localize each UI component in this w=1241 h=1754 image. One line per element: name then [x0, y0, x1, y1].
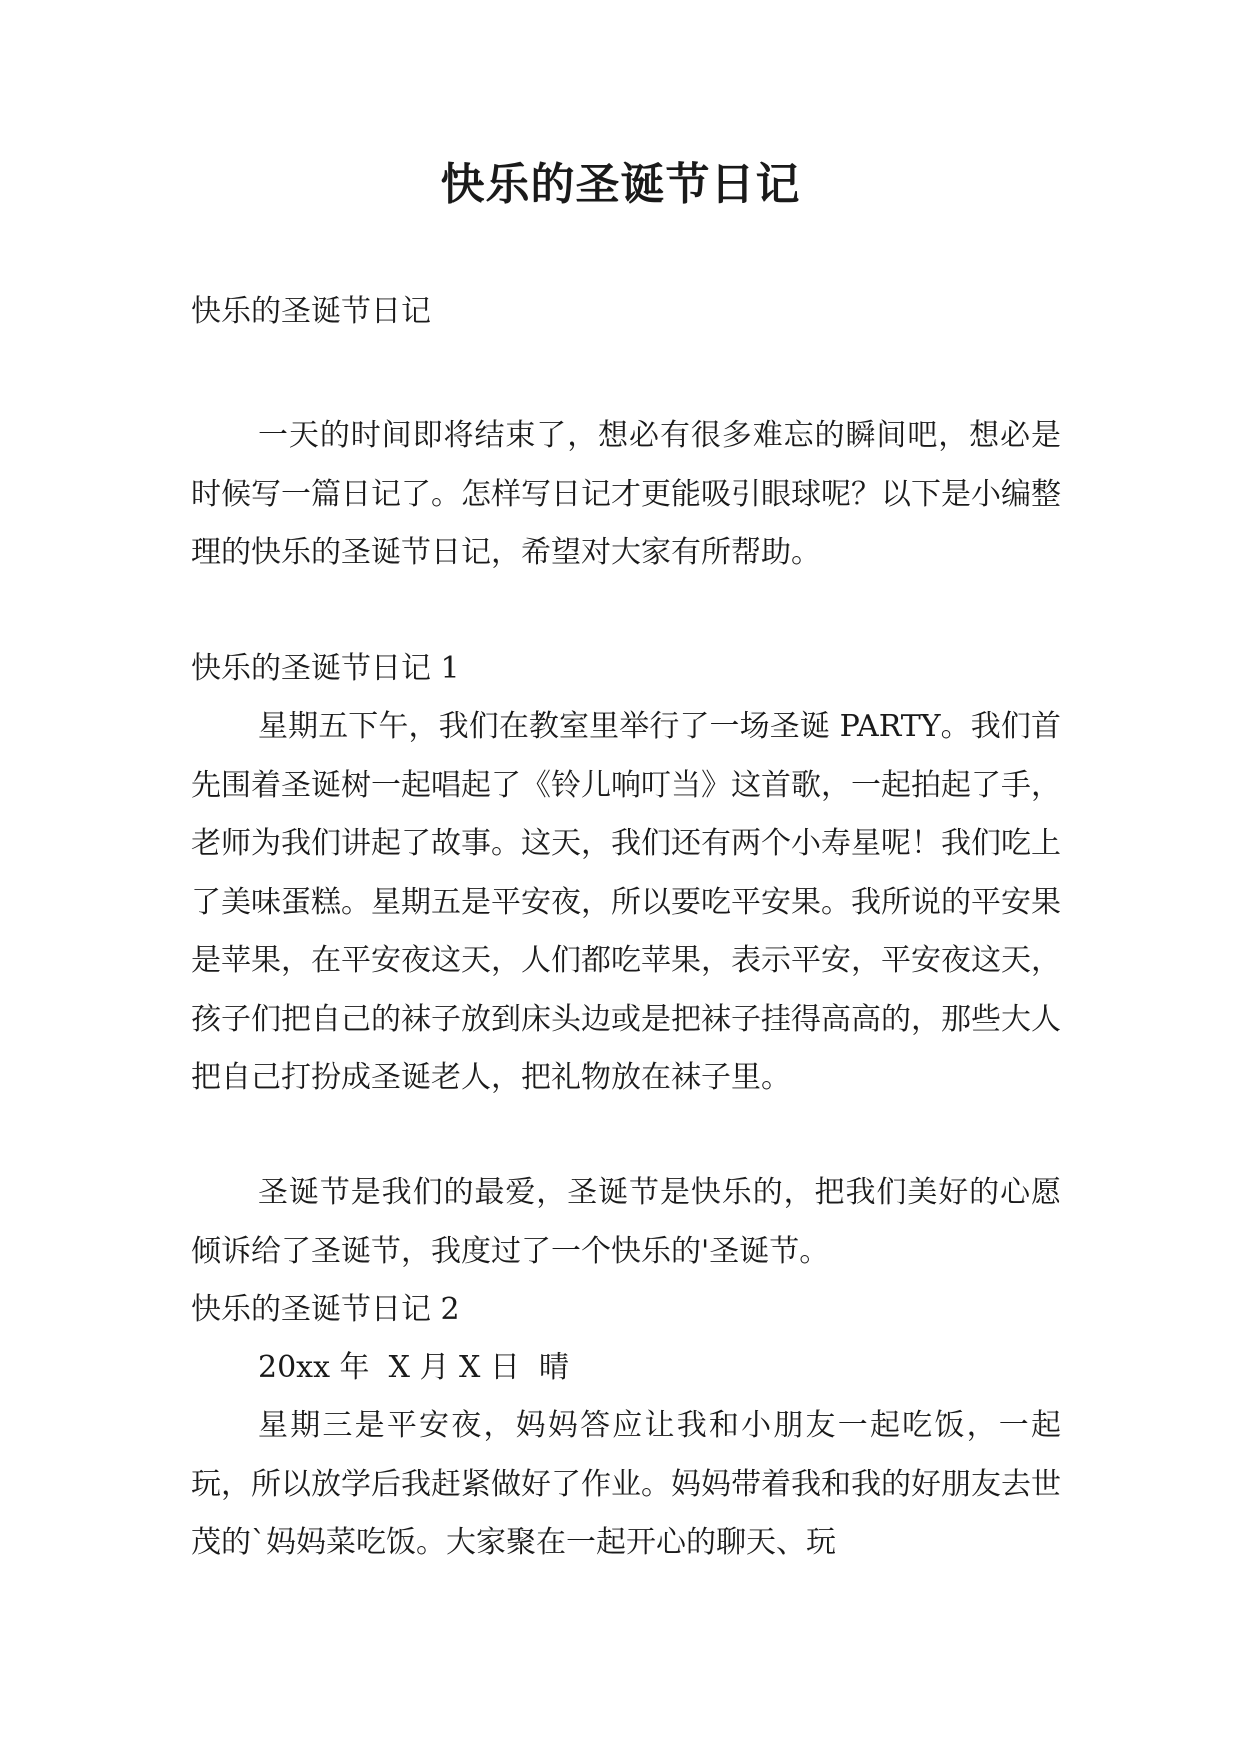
section-1-paragraph-2: 圣诞节是我们的最爱，圣诞节是快乐的，把我们美好的心愿倾诉给了圣诞节，我度过了一个快乐的'圣诞节。 [191, 1175, 1061, 1269]
diary-date-line: 20xx 年 X 月 X 日 晴 [258, 1350, 570, 1385]
document-title: 快乐的圣诞节日记 [440, 159, 801, 210]
section-2-paragraph-1: 星期三是平安夜，妈妈答应让我和小朋友一起吃饭，一起玩，所以放学后我赶紧做好了作业。妈妈带着我和我的好朋友去世茂的`妈妈菜吃饭。大家聚在一起开心的聊天、玩 [191, 1408, 1061, 1560]
section-1-paragraph-1: 星期五下午，我们在教室里举行了一场圣诞 PARTY。我们首先围着圣诞树一起唱起了《铃儿响叮当》这首歌，一起拍起了手，老师为我们讲起了故事。这天，我们还有两个小寿星呢！我们吃上了美味蛋糕。星期五是平安夜，所以要吃平安果。我所说的平安果是苹果，在平安夜这天，人们都吃苹果，表示平安，平安夜这天，孩子们把自己的袜子放到床头边或是把袜子挂得高高的，那些大人把自己打扮成圣诞老人，把礼物放在袜子里。 [191, 709, 1061, 1095]
section-heading-2: 快乐的圣诞节日记 2 [191, 1292, 460, 1327]
intro-paragraph: 一天的时间即将结束了，想必有很多难忘的瞬间吧，想必是时候写一篇日记了。怎样写日记才更能吸引眼球呢？以下是小编整理的快乐的圣诞节日记，希望对大家有所帮助。 [191, 418, 1061, 570]
document-subtitle: 快乐的圣诞节日记 [191, 294, 431, 329]
section-heading-1: 快乐的圣诞节日记 1 [191, 651, 460, 686]
